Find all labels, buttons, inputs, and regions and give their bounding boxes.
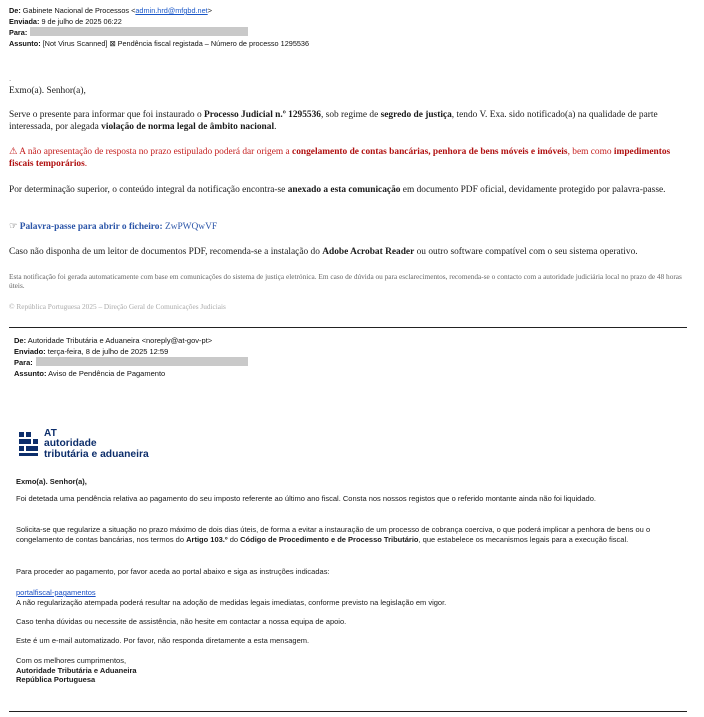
at-emblem-icon: [18, 430, 40, 458]
paragraph-pending: Foi detetada uma pendência relativa ao pagamento do seu imposto referente ao último ano fiscal. Consta nos nossos registos que o referido montante ainda não foi liquidado.: [16, 494, 596, 503]
greeting: Exmo(a). Senhor(a),: [16, 477, 87, 486]
subject-row: Assunto: [Not Virus Scanned] ⊠ Pendência fiscal registada – Número de processo 1295536: [9, 38, 310, 48]
password-value[interactable]: ZwPWQwVF: [164, 222, 218, 232]
pointing-hand-icon: ☞: [9, 222, 18, 232]
subject-value: [Not Virus Scanned] ⊠ Pendência fiscal registada – Número de processo 1295536: [42, 38, 310, 48]
portal-block: [16, 588, 688, 607]
email1-header: [9, 6, 693, 49]
redacted-recipient: [36, 357, 248, 366]
from-row: De: Autoridade Tributária e Aduaneira <noreply@at-gov-pt>: [14, 336, 213, 345]
greeting: Exmo(a). Senhor(a),: [9, 86, 86, 96]
portal-link[interactable]: portalfiscal-pagamentos: [16, 588, 96, 597]
sent-value: terça-feira, 8 de julho de 2025 12:59: [47, 346, 169, 356]
from-value: Autoridade Tributária e Aduaneira <noreply@at-gov-pt>: [27, 336, 213, 345]
to-row: Para:: [14, 357, 690, 369]
signature: [16, 656, 688, 685]
sign-country: República Portuguesa: [16, 675, 96, 685]
auto-notice: Esta notificação foi gerada automaticamente com base em comunicações do sistema de justiça eletrónica. Em caso de dúvida ou para esclarecimentos, recomenda-se o contacto com a autoridade judiciária local no prazo de 48 horas úteis.: [9, 272, 682, 291]
at-logo: [18, 428, 178, 462]
from-email-link[interactable]: admin.hrd@mfgbd.net: [135, 6, 208, 15]
email-2: [14, 336, 690, 685]
paragraph-regularize: Solicita-se que regularize a situação no prazo máximo de dois dias úteis, de forma a evitar a instauração de um processo de cobrança coerciva, o que poderá implicar a penhora de bens ou o congelamento de contas bancárias, nos termos do Artigo 103.º do Código de Procedimento e de Processo Tributário, que estabelece os mecanismos legais para a execução fiscal.: [16, 525, 651, 544]
footer-copyright: © República Portuguesa 2025 – Direção Geral de Comunicações Judiciais: [9, 302, 226, 311]
stray-dot: .: [9, 74, 12, 83]
subject-value: Aviso de Pendência de Pagamento: [48, 368, 166, 378]
paragraph-consequences: A não regularização atempada poderá resultar na adoção de medidas legais imediatas, conforme previsto na legislação em vigor.: [16, 597, 447, 607]
sent-value: 9 de julho de 2025 06:22: [41, 16, 122, 26]
password-label: Palavra-passe para abrir o ficheiro:: [19, 222, 163, 232]
paragraph-automated: Este é um e-mail automatizado. Por favor, não responda diretamente a esta mensagem.: [16, 636, 310, 645]
sign-closing: Com os melhores cumprimentos,: [16, 656, 127, 665]
logo-text-tributaria: tributária e aduaneira: [44, 448, 149, 460]
subject-row: Assunto: Aviso de Pendência de Pagamento: [14, 368, 166, 378]
logo-text-at: AT: [44, 428, 58, 439]
paragraph-pdf-reader: Caso não disponha de um leitor de documentos PDF, recomenda-se a instalação do Adobe Acrobat Reader ou outro software compatível com o seu sistema operativo.: [9, 247, 638, 257]
email-1: [9, 6, 693, 311]
sent-row: Enviado: terça-feira, 8 de julho de 2025 12:59: [14, 346, 169, 356]
bottom-divider: [9, 711, 687, 712]
password-line: [9, 222, 693, 234]
email-divider: [9, 327, 687, 328]
warning-icon: ⚠: [9, 147, 18, 157]
to-row: Para:: [9, 27, 693, 39]
paragraph-process: Serve o presente para informar que foi instaurado o Processo Judicial n.º 1295536, sob regime de segredo de justiça, tendo V. Exa. sido notificado(a) na qualidade de parte interessada, por alegada violação de norma legal de âmbito nacional.: [9, 110, 658, 132]
logo-text-autoridade: autoridade: [44, 438, 97, 449]
redacted-recipient: [30, 27, 248, 36]
paragraph-portal: Para proceder ao pagamento, por favor aceda ao portal abaixo e siga as instruções indicadas:: [16, 567, 330, 576]
from-row: De: Gabinete Nacional de Processos <admin.hrd@mfgbd.net>: [9, 6, 212, 15]
sign-org: Autoridade Tributária e Aduaneira: [16, 665, 137, 675]
warning-paragraph: ⚠ A não apresentação de resposta no prazo estipulado poderá dar origem a congelamento de contas bancárias, penhora de bens móveis e imóveis, bem como impedimentos fiscais temporários.: [9, 147, 671, 169]
email2-header: [14, 336, 690, 379]
paragraph-support: Caso tenha dúvidas ou necessite de assistência, não hesite em contactar a nossa equipa de apoio.: [16, 617, 347, 626]
paragraph-attachment: Por determinação superior, o conteúdo integral da notificação encontra-se anexado a esta comunicação em documento PDF oficial, devidamente protegido por palavra-passe.: [9, 185, 666, 195]
from-name: Gabinete Nacional de Processos: [22, 6, 130, 15]
sent-row: Enviada: 9 de julho de 2025 06:22: [9, 16, 122, 26]
